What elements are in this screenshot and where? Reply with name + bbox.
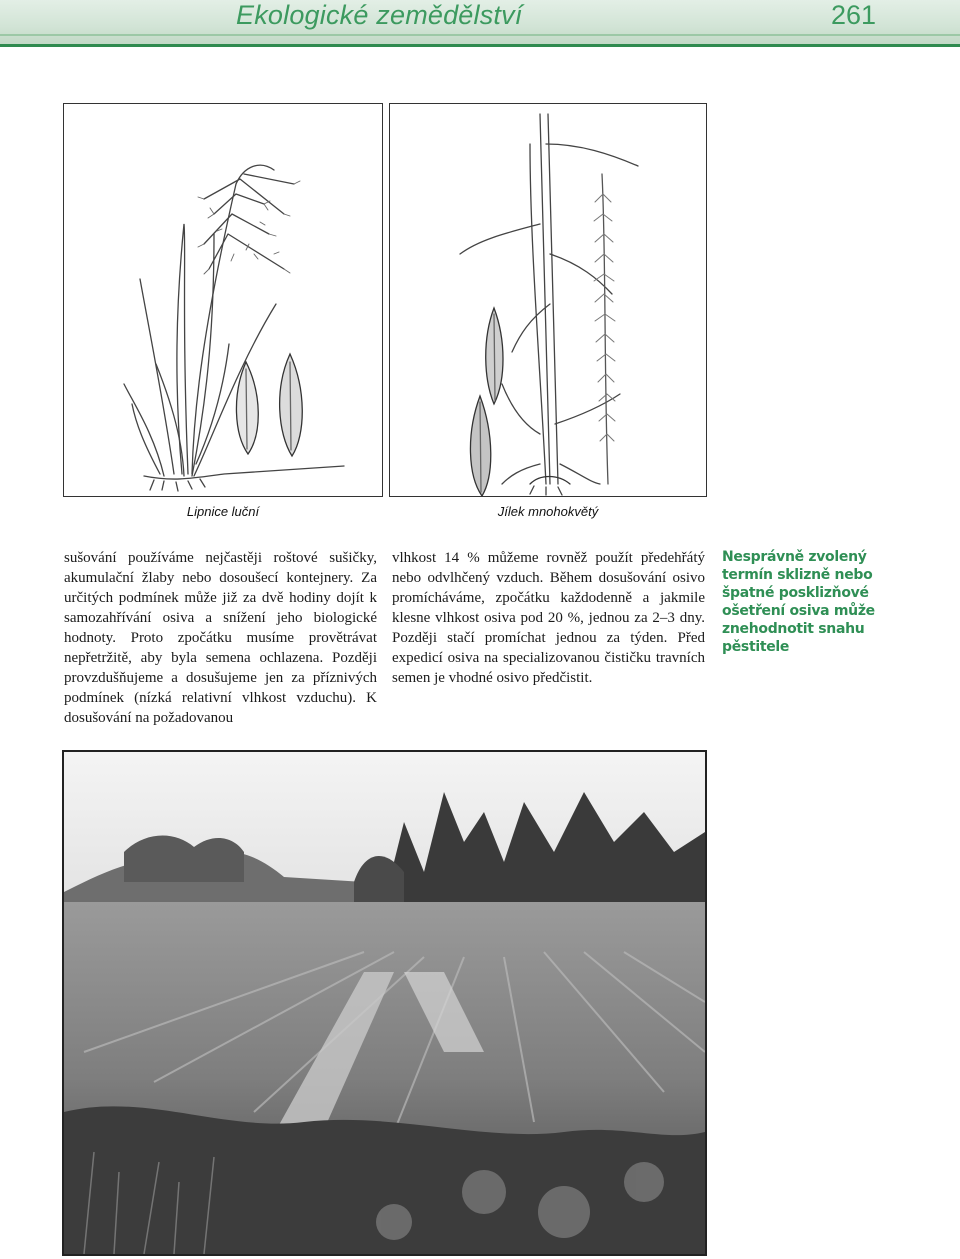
field-photograph: [62, 750, 707, 1256]
body-text-column-1: [64, 548, 377, 728]
margin-note: Nesprávně zvolený termín sklizně nebo špatné posklizňové ošetření osiva může znehodnotit snahu pěstitele: [722, 549, 875, 655]
field-photo-image: [64, 752, 705, 1254]
illustration-frame-right: [389, 103, 707, 497]
body-paragraph-1: sušování používáme nejčastěji roštové sušičky, akumulační žlaby nebo dosoušecí kontejnery. Za určitých podmínek může již za dvě hodiny dojít k samozahřívání osiva a snížení jeho biologické hodnoty. Proto zpočátku musíme provětrávat nepřetržitě, aby byla semena ochlazena. Později provzdušňujeme a dosušujeme jen za příznivých podmínek (nízká relativní vlhkost vzduchu). K dosušování na požadovanou: [64, 550, 377, 726]
header-stripe: [0, 34, 960, 36]
figure-caption-right: Jílek mnohokvětý: [497, 504, 599, 519]
illustration-frame-left: [63, 103, 383, 497]
body-text-column-2: [392, 548, 705, 688]
running-title: Ekologické zemědělství: [236, 0, 523, 30]
grass-illustration-poa: [64, 104, 382, 496]
body-paragraph-2: vlhkost 14 % můžeme rovněž použít předehřátý nebo odvlhčený vzduch. Během dosušování osivo promícháváme, zpočátku každodenně a jakmile klesne vlhkost osiva pod 20 %, jednou za 2–3 dny. Později stačí promíchat jednou za týden. Před expedicí osiva na specializovanou čističku travních semen je vhodné osivo předčistit.: [392, 550, 705, 686]
page-header: [0, 0, 960, 47]
page-number: 261: [830, 0, 876, 30]
grass-illustration-lolium: [390, 104, 706, 496]
figure-caption-left: Lipnice luční: [186, 504, 260, 519]
